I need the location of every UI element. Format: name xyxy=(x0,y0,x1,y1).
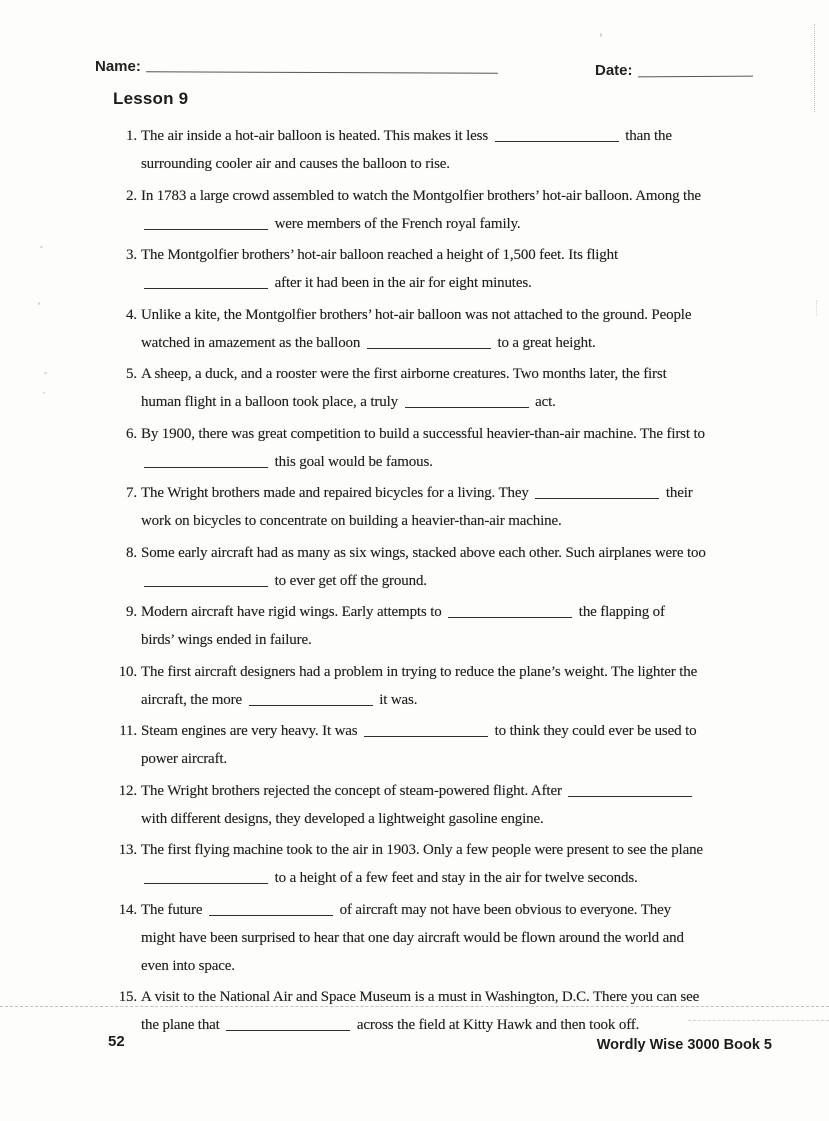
fill-in-blank xyxy=(495,141,619,142)
questions-list xyxy=(118,122,786,1043)
page-number: 52 xyxy=(108,1033,125,1050)
question-text: Modern aircraft have rigid wings. Early attempts to xyxy=(141,604,446,620)
name-label: Name: xyxy=(95,58,141,75)
question-text: even into space. xyxy=(141,957,235,974)
question-item xyxy=(126,479,786,535)
fill-in-blank xyxy=(367,348,491,349)
question-line xyxy=(141,805,786,833)
question-number: 14. xyxy=(118,901,137,918)
question-text: Steam engines are very heavy. It was xyxy=(141,723,362,739)
scan-speck xyxy=(38,302,40,305)
question-line xyxy=(141,150,786,178)
fill-in-blank xyxy=(568,796,692,797)
fill-in-blank xyxy=(226,1030,350,1031)
question-text: work on bicycles to concentrate on building a heavier-than-air machine. xyxy=(141,513,562,529)
scan-speck xyxy=(43,392,45,394)
question-text: In 1783 a large crowd assembled to watch the Montgolfier brothers’ hot-air balloon. Among the xyxy=(141,187,701,204)
question-text: this goal would be famous. xyxy=(271,453,433,470)
question-text: Unlike a kite, the Montgolfier brothers’ hot-air balloon was not attached to the ground. People xyxy=(141,306,692,323)
question-number: 4. xyxy=(126,306,137,323)
question-text: might have been surprised to hear that one day aircraft would be flown around the world and xyxy=(141,929,684,946)
page-header xyxy=(95,58,775,84)
question-text: to think they could ever be used to xyxy=(491,723,697,739)
question-item xyxy=(126,182,786,238)
question-text: surrounding cooler air and causes the balloon to rise. xyxy=(141,156,450,172)
question-line xyxy=(141,388,786,416)
question-text: power aircraft. xyxy=(141,751,228,767)
name-field-group xyxy=(95,58,498,75)
fill-in-blank xyxy=(364,736,488,737)
question-number: 15. xyxy=(118,989,137,1005)
question-text: human flight in a balloon took place, a truly xyxy=(141,394,402,410)
question-item xyxy=(119,717,786,773)
question-text: The Montgolfier brothers’ hot-air balloon reached a height of 1,500 feet. Its flight xyxy=(141,247,618,263)
question-item xyxy=(118,658,786,714)
question-line xyxy=(118,658,786,686)
question-line xyxy=(126,598,786,626)
fill-in-blank xyxy=(144,883,268,884)
question-number: 7. xyxy=(126,485,137,501)
question-line xyxy=(126,122,786,150)
question-line xyxy=(126,301,786,329)
fill-in-blank xyxy=(405,407,529,408)
question-text: Some early aircraft had as many as six wings, stacked above each other. Such airplanes were too xyxy=(141,544,706,561)
question-item xyxy=(126,420,786,476)
fill-in-blank xyxy=(144,229,268,230)
question-number: 2. xyxy=(126,187,137,204)
question-line xyxy=(141,626,786,654)
lesson-title: Lesson 9 xyxy=(113,89,189,108)
question-text: The Wright brothers made and repaired bicycles for a living. They xyxy=(141,485,533,501)
question-line xyxy=(141,745,786,773)
question-text: A visit to the National Air and Space Museum is a must in Washington, D.C. There you can see xyxy=(141,989,700,1005)
fill-in-blank xyxy=(144,586,268,587)
question-line xyxy=(141,952,786,980)
question-text: to a great height. xyxy=(493,334,596,351)
question-line xyxy=(118,983,786,1011)
question-line xyxy=(126,241,786,269)
question-line xyxy=(126,479,786,507)
fill-in-blank xyxy=(209,915,333,916)
question-line xyxy=(141,924,786,952)
question-text: it was. xyxy=(375,691,418,708)
scan-artifact-dots xyxy=(816,300,817,316)
question-text: than the xyxy=(621,128,672,144)
question-number: 3. xyxy=(126,247,137,263)
question-line xyxy=(141,686,786,714)
question-text: The future xyxy=(141,901,206,918)
question-line xyxy=(141,448,786,476)
fill-in-blank xyxy=(144,467,268,468)
question-line xyxy=(141,864,786,892)
question-number: 9. xyxy=(126,604,137,620)
question-text: their xyxy=(662,485,693,501)
question-number: 1. xyxy=(126,128,137,144)
question-line xyxy=(141,567,786,595)
question-number: 6. xyxy=(126,425,137,442)
question-line xyxy=(119,717,786,745)
question-line xyxy=(141,210,786,238)
question-item xyxy=(126,539,786,595)
question-text: watched in amazement as the balloon xyxy=(141,334,364,351)
question-text: A sheep, a duck, and a rooster were the first airborne creatures. Two months later, the first xyxy=(141,366,667,382)
question-line xyxy=(118,836,786,864)
question-text: The first aircraft designers had a problem in trying to reduce the plane’s weight. The lighter the xyxy=(141,663,698,680)
question-item xyxy=(126,360,786,416)
question-line xyxy=(126,539,786,567)
question-line xyxy=(118,777,786,805)
question-text: after it had been in the air for eight minutes. xyxy=(271,275,532,291)
fill-in-blank xyxy=(249,705,373,706)
question-number: 8. xyxy=(126,544,137,561)
question-text: were members of the French royal family. xyxy=(271,215,521,232)
question-line xyxy=(141,507,786,535)
name-blank-line xyxy=(146,59,498,74)
question-text: the flapping of xyxy=(575,604,665,620)
question-text: of aircraft may not have been obvious to everyone. They xyxy=(336,901,671,918)
question-line xyxy=(126,420,786,448)
question-text: The air inside a hot-air balloon is heated. This makes it less xyxy=(141,128,492,144)
question-line xyxy=(126,182,786,210)
fill-in-blank xyxy=(448,617,572,618)
scan-artifact-dots xyxy=(814,24,815,112)
scan-speck xyxy=(44,372,47,374)
question-number: 13. xyxy=(118,842,137,858)
question-item xyxy=(118,836,786,892)
question-text: across the field at Kitty Hawk and then took off. xyxy=(353,1017,640,1033)
date-field-group xyxy=(595,62,753,79)
question-item xyxy=(118,983,786,1039)
question-text: to ever get off the ground. xyxy=(271,572,427,589)
question-item xyxy=(126,301,786,357)
question-text: The first flying machine took to the air in 1903. Only a few people were present to see the plane xyxy=(141,842,703,858)
question-line xyxy=(141,1011,786,1039)
question-item xyxy=(118,777,786,833)
scan-speck xyxy=(600,33,602,37)
date-blank-line xyxy=(637,64,752,78)
question-text: act. xyxy=(531,394,556,410)
question-item xyxy=(118,896,786,980)
question-text: By 1900, there was great competition to build a successful heavier-than-air machine. The first to xyxy=(141,425,705,442)
fill-in-blank xyxy=(144,288,268,289)
question-number: 10. xyxy=(118,663,137,680)
question-text: The Wright brothers rejected the concept of steam-powered flight. After xyxy=(141,782,566,799)
question-number: 11. xyxy=(119,723,137,739)
question-item xyxy=(126,241,786,297)
fill-in-blank xyxy=(535,498,659,499)
question-text: with different designs, they developed a lightweight gasoline engine. xyxy=(141,810,544,827)
question-number: 12. xyxy=(118,782,137,799)
scan-speck xyxy=(40,246,43,248)
question-text: to a height of a few feet and stay in the air for twelve seconds. xyxy=(271,870,638,886)
question-line xyxy=(118,896,786,924)
question-line xyxy=(141,329,786,357)
question-text: aircraft, the more xyxy=(141,691,246,708)
book-title: Wordly Wise 3000 Book 5 xyxy=(596,1037,772,1053)
question-line xyxy=(126,360,786,388)
question-number: 5. xyxy=(126,366,137,382)
question-text: birds’ wings ended in failure. xyxy=(141,632,312,648)
question-line xyxy=(141,269,786,297)
date-label: Date: xyxy=(595,62,633,79)
question-item xyxy=(126,122,786,178)
question-item xyxy=(126,598,786,654)
question-text: the plane that xyxy=(141,1017,224,1033)
